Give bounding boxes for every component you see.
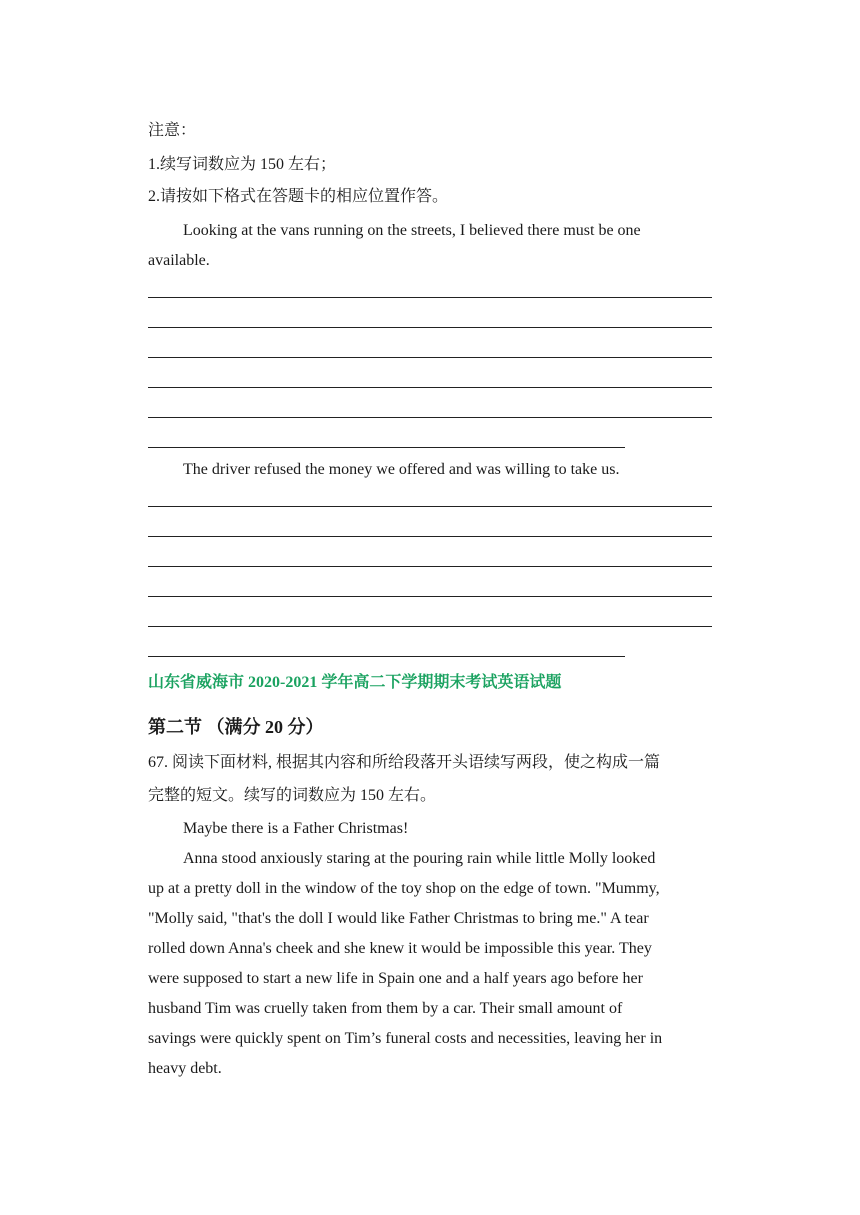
story-line: were supposed to start a new life in Spain one and a half years ago before her <box>148 970 643 987</box>
prompt1-line2: available. <box>148 252 210 269</box>
notes-header: 注意： <box>148 122 197 139</box>
instruction-line1: 67. 阅读下面材料, 根据其内容和所给段落开头语续写两段，使之构成一篇 <box>148 754 661 771</box>
answer-line <box>148 536 712 537</box>
story-line: Anna stood anxiously staring at the pouring rain while little Molly looked <box>183 850 656 867</box>
story-line: "Molly said, "that's the doll I would like Father Christmas to bring me." A tear <box>148 910 649 927</box>
answer-line <box>148 506 712 507</box>
answer-line <box>148 297 712 298</box>
story-title: Maybe there is a Father Christmas! <box>183 820 409 837</box>
prompt2-line1: The driver refused the money we offered and was willing to take us. <box>183 461 620 478</box>
answer-line <box>148 387 712 388</box>
story-line: rolled down Anna's cheek and she knew it would be impossible this year. They <box>148 940 652 957</box>
answer-line <box>148 626 712 627</box>
answer-line <box>148 656 625 657</box>
story-line: savings were quickly spent on Tim’s funeral costs and necessities, leaving her in <box>148 1030 663 1047</box>
story-line: up at a pretty doll in the window of the toy shop on the edge of town. "Mummy, <box>148 880 660 897</box>
story-paragraph <box>148 844 712 1084</box>
source-heading: 山东省威海市 2020-2021 学年高二下学期期末考试英语试题 <box>148 674 562 691</box>
answer-line <box>148 417 712 418</box>
section-title: 第二节 （满分 20 分） <box>148 717 324 737</box>
answer-line <box>148 327 712 328</box>
story-line: husband Tim was cruelly taken from them by a car. Their small amount of <box>148 1000 623 1017</box>
answer-line <box>148 566 712 567</box>
story-line: heavy debt. <box>148 1060 222 1077</box>
prompt1-line1: Looking at the vans running on the streets, I believed there must be one <box>183 222 641 239</box>
answer-line <box>148 596 712 597</box>
notes-item-2: 2.请按如下格式在答题卡的相应位置作答。 <box>148 188 449 205</box>
notes-item-1: 1.续写词数应为 150 左右； <box>148 156 337 173</box>
answer-line <box>148 357 712 358</box>
answer-line <box>148 447 625 448</box>
instruction-line2: 完整的短文。续写的词数应为 150 左右。 <box>148 787 437 804</box>
